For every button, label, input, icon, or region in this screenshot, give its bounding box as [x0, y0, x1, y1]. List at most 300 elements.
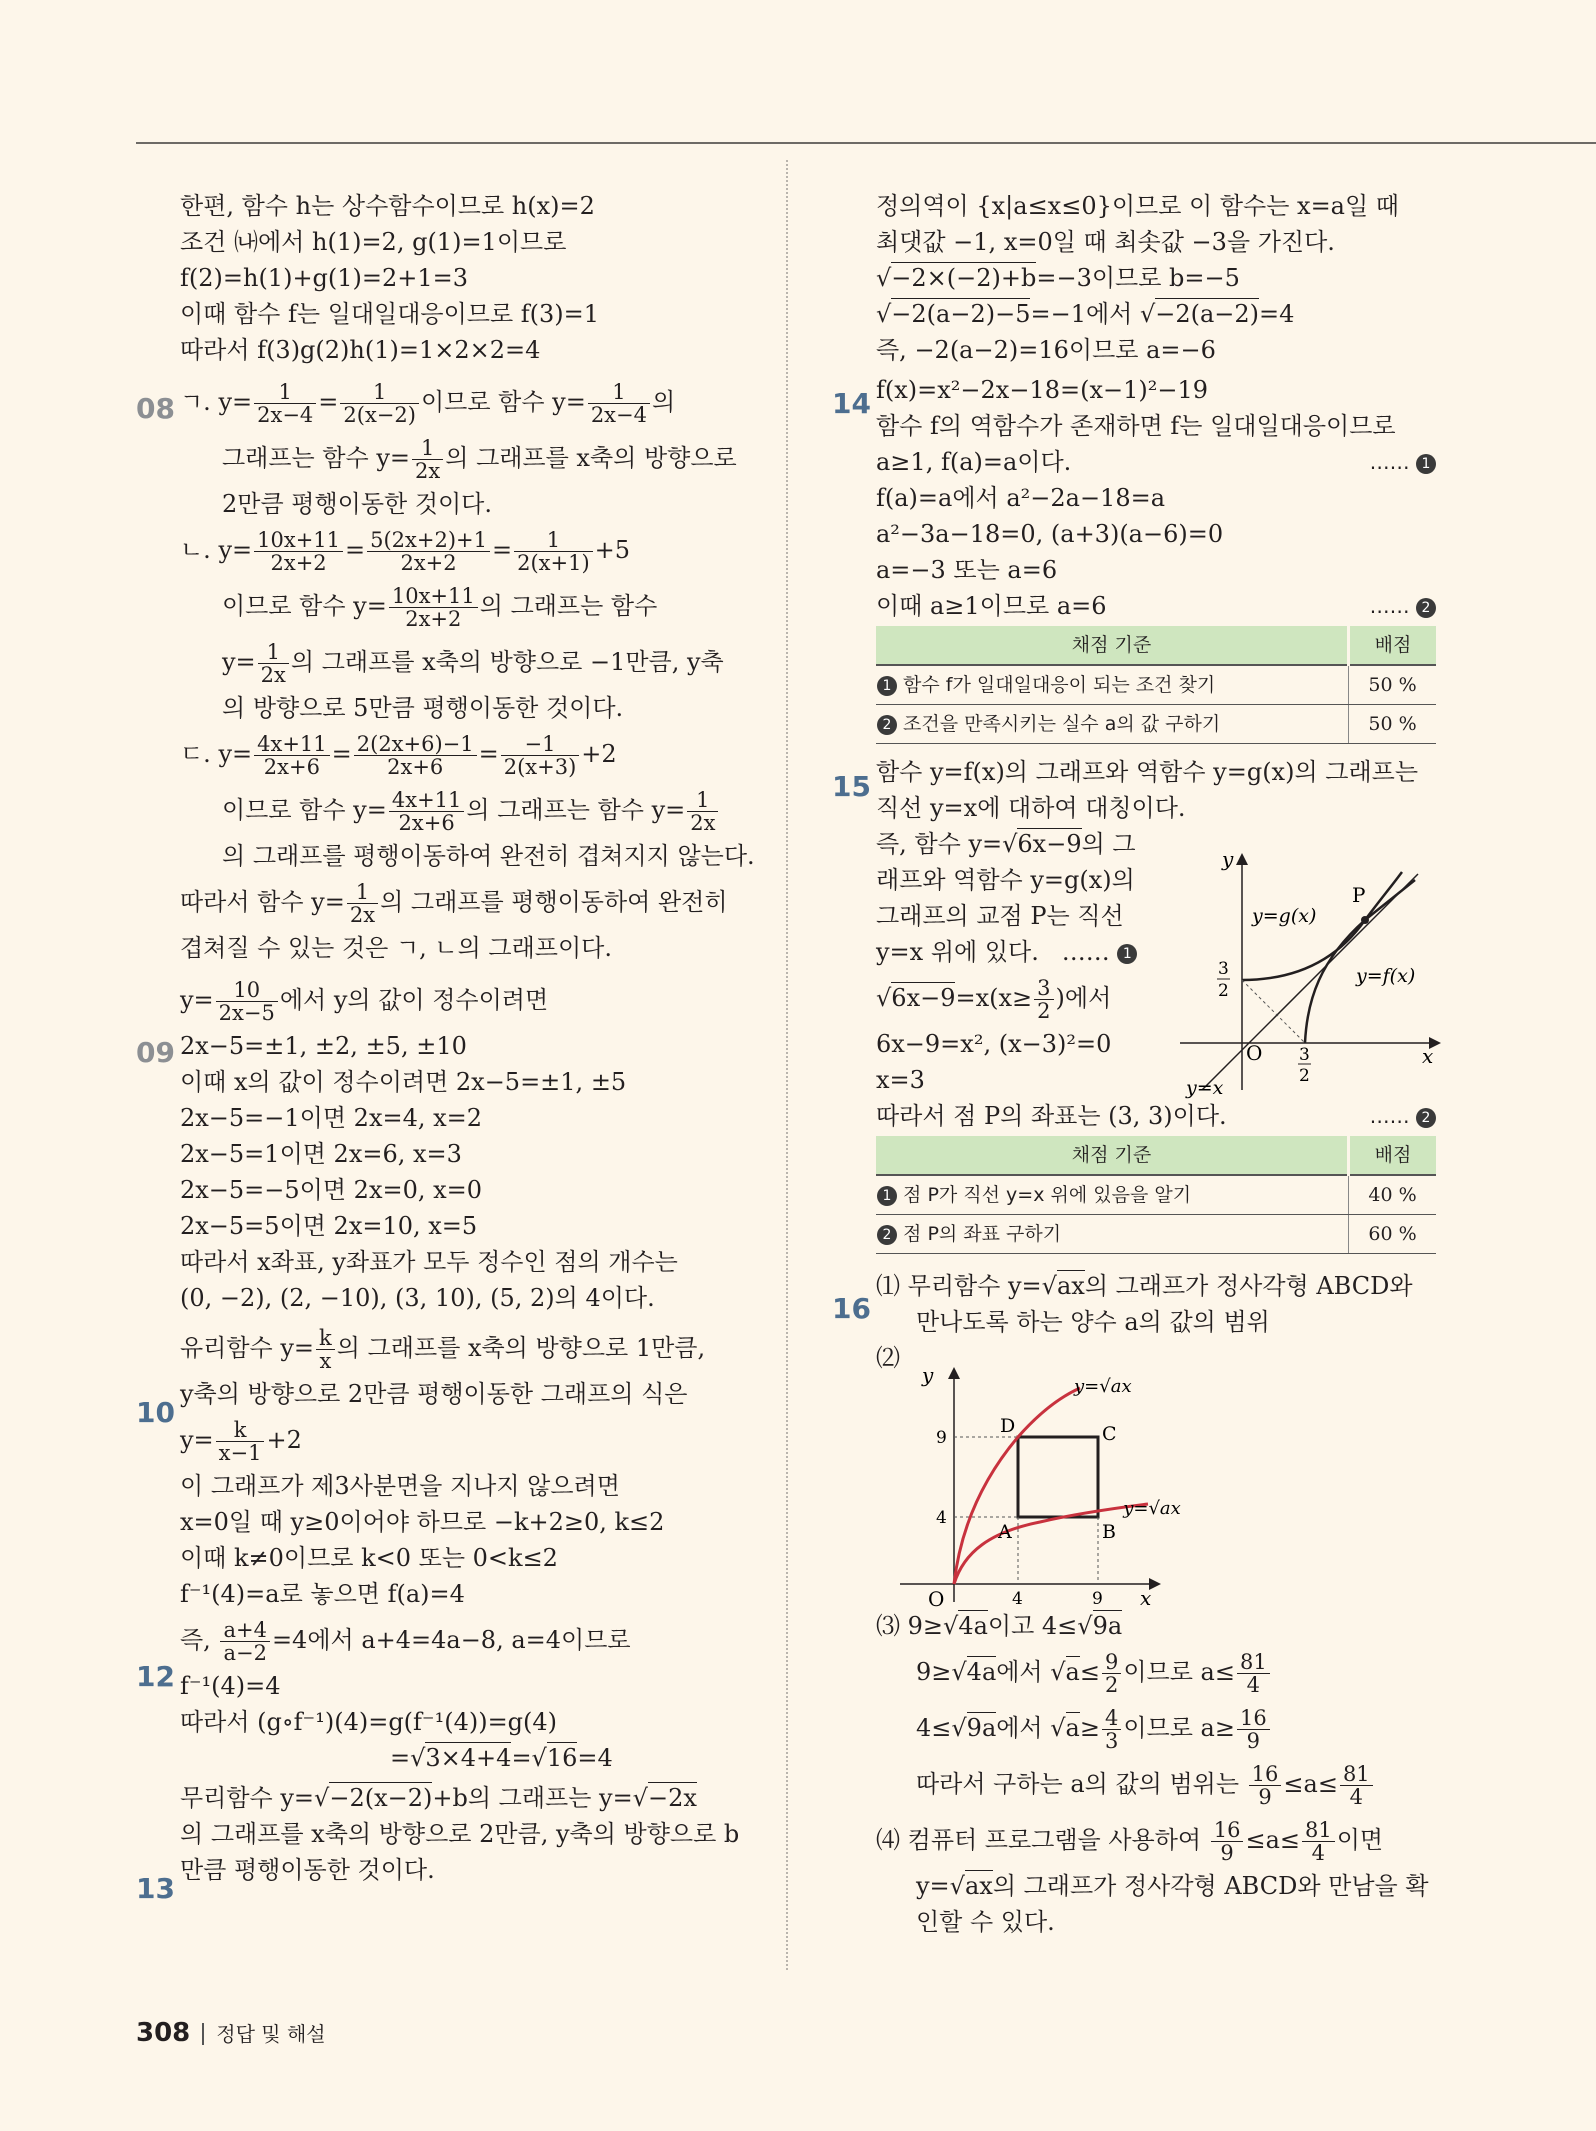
text: ≤a≤ [1245, 1826, 1300, 1854]
equals: = [345, 536, 366, 564]
denominator: 2 [1104, 1673, 1119, 1697]
origin-label: O [1246, 1041, 1263, 1065]
intro-line: 조건 ㈏에서 h(1)=2, g(1)=1이므로 [180, 228, 567, 256]
text: ㄱ. y= [180, 388, 253, 416]
text: ㄴ. y= [180, 536, 253, 564]
scoring-table-14 [876, 626, 1436, 744]
fraction [687, 789, 718, 834]
fraction [389, 585, 478, 630]
line-label: y=x [1186, 1077, 1224, 1099]
text: =4 [577, 1744, 613, 1772]
radicand: −2(a−2) [1155, 300, 1260, 328]
dots: …… [1369, 594, 1410, 618]
text: 이고 4≤√ [987, 1612, 1093, 1640]
dots: …… [1061, 938, 1110, 966]
problem-number-09: 09 [136, 1036, 175, 1069]
q14-line-4: f(a)=a에서 a²−2a−18=a [876, 484, 1166, 512]
radicand: −2x [647, 1784, 697, 1812]
radicand: 4a [966, 1658, 997, 1686]
table-row [876, 1215, 1436, 1254]
text: 즉, 함수 y=√ [876, 830, 1018, 858]
numerator: 81 [1237, 1651, 1270, 1674]
numerator: a+4 [220, 1619, 269, 1642]
q12-line-2 [180, 1612, 750, 1668]
page-footer [136, 2018, 326, 2048]
text: ⑷ 컴퓨터 프로그램을 사용하여 [876, 1826, 1209, 1854]
q16-part1-2: 만나도록 하는 양수 a의 값의 범위 [916, 1308, 1270, 1336]
fraction [1237, 1651, 1270, 1696]
circle-1-icon: 1 [1416, 454, 1436, 474]
text: √ [876, 300, 892, 328]
cell-text: 점 P의 좌표 구하기 [903, 1223, 1062, 1245]
dots: …… [1369, 450, 1410, 474]
fraction [1102, 1707, 1121, 1752]
text: 의 그래프가 정사각형 ABCD와 만남을 확 [992, 1872, 1429, 1900]
radicand: 9a [966, 1714, 997, 1742]
table-cell [876, 1175, 1349, 1215]
radicand: 6x−9 [891, 984, 956, 1012]
text: 의 그래프를 평행이동하여 완전히 [380, 888, 728, 916]
q12-line-5 [180, 1740, 750, 1776]
q15-line-2: 직선 y=x에 대하여 대칭이다. [876, 794, 1186, 822]
q09-line: 2x−5=−5이면 2x=0, x=0 [180, 1176, 483, 1204]
q14-line-3 [876, 444, 1436, 480]
denominator: 2x−4 [590, 403, 647, 427]
q09-line: 2x−5=−1이면 2x=4, x=2 [180, 1104, 483, 1132]
q13-cont-line-5: 즉, −2(a−2)=16이므로 a=−6 [876, 336, 1216, 364]
q08-line-b [180, 522, 750, 578]
q15-line-10 [876, 1098, 1436, 1134]
numerator: 16 [1249, 1763, 1282, 1786]
table-cell [876, 705, 1349, 744]
denominator: 2x [349, 903, 376, 927]
radicand: 6x−9 [1017, 830, 1082, 858]
table-row [876, 1175, 1436, 1215]
tick-denominator: 2 [1218, 981, 1229, 1001]
intro-line: 따라서 f(3)g(2)h(1)=1×2×2=4 [180, 336, 541, 364]
q08-line-d [180, 874, 750, 930]
curve-lower-label: y=√ax [1123, 1498, 1181, 1519]
q08-line-b2 [180, 578, 750, 634]
denominator: 4 [1246, 1673, 1260, 1697]
fraction [1302, 1819, 1335, 1864]
q09-line: 2x−5=1이면 2x=6, x=3 [180, 1140, 462, 1168]
tick-numerator: 3 [1299, 1045, 1310, 1065]
step-marker [1370, 1098, 1436, 1134]
q15-line-8: 6x−9=x², (x−3)²=0 [876, 1030, 1112, 1058]
tick-denominator: 2 [1299, 1066, 1310, 1086]
text: +b의 그래프는 y=√ [432, 1784, 648, 1812]
q13-line-1 [180, 1780, 750, 1816]
text: )에서 [1055, 984, 1112, 1012]
radicand: a [1065, 1714, 1080, 1742]
table-row [876, 665, 1436, 705]
q14-line-2: 함수 f의 역함수가 존재하면 f는 일대일대응이므로 [876, 412, 1396, 440]
numerator: 9 [1102, 1651, 1121, 1674]
text: y=x 위에 있다. [876, 938, 1039, 966]
q09-line-1 [180, 972, 750, 1028]
curve-f-label: y=f(x) [1356, 965, 1416, 987]
page-number: 308 [136, 2018, 191, 2048]
numerator: 3 [1034, 977, 1053, 1000]
q15-line-5: 그래프의 교점 P는 직선 [876, 902, 1124, 930]
equals: = [478, 740, 499, 768]
q13-cont-line-4 [876, 296, 1436, 332]
q08-line-a [180, 374, 750, 430]
q08-line-a2 [180, 430, 750, 486]
numerator: 10x+11 [254, 529, 343, 552]
text: ㄷ. y= [180, 740, 253, 768]
q08-line-a3: 2만큼 평행이동한 것이다. [222, 490, 492, 518]
tick-numerator: 3 [1218, 959, 1229, 979]
text: 의 그래프는 함수 [479, 592, 658, 620]
cell-text: 점 P가 직선 y=x 위에 있음을 알기 [903, 1184, 1192, 1206]
q16-graph [900, 1362, 1181, 1620]
q15-line-4: 래프와 역함수 y=g(x)의 [876, 866, 1135, 894]
numerator: 1 [340, 381, 419, 404]
intro-line: f(2)=h(1)+g(1)=2+1=3 [180, 264, 469, 292]
cell-text: 함수 f가 일대일대응이 되는 조건 찾기 [903, 674, 1216, 696]
text: 유리함수 y= [180, 1334, 315, 1362]
q13-cont-line-2: 최댓값 −1, x=0일 때 최솟값 −3을 가진다. [876, 228, 1335, 256]
text: 에서 √ [996, 1714, 1066, 1742]
text: 따라서 함수 y= [180, 888, 345, 916]
q13-cont-line-3 [876, 260, 1436, 296]
q10-line-3 [180, 1412, 750, 1468]
fraction [412, 437, 443, 482]
radicand: 3×4+4 [425, 1744, 512, 1772]
q15-line-1: 함수 y=f(x)의 그래프와 역함수 y=g(x)의 그래프는 [876, 758, 1419, 786]
numerator: −1 [501, 733, 580, 756]
q14-line-7 [876, 588, 1436, 624]
dots: …… [1369, 1104, 1410, 1128]
text: =√ [390, 1744, 426, 1772]
numerator: 1 [588, 381, 650, 404]
q14-line-5: a²−3a−18=0, (a+3)(a−6)=0 [876, 520, 1224, 548]
fraction [254, 529, 343, 574]
text: 따라서 구하는 a의 값의 범위는 [916, 1770, 1247, 1798]
text: 의 [651, 388, 676, 416]
fraction [1340, 1763, 1373, 1808]
q13-line-3: 만큼 평행이동한 것이다. [180, 1856, 435, 1884]
problem-number-10: 10 [136, 1396, 175, 1429]
q16-part3-line4 [876, 1756, 1436, 1812]
denominator: 2x−4 [257, 403, 314, 427]
q16-part4-line3: 인할 수 있다. [916, 1908, 1055, 1936]
origin-label: O [928, 1587, 945, 1611]
denominator: 4 [1311, 1841, 1326, 1865]
fraction [347, 881, 378, 926]
tick-label: 9 [936, 1428, 947, 1448]
numerator: 4 [1102, 1707, 1121, 1730]
fraction [588, 381, 650, 426]
tick-label: 4 [936, 1508, 947, 1528]
table-header: 채점 기준 [876, 1136, 1349, 1175]
y-label: y [922, 1363, 934, 1387]
fraction [1211, 1819, 1244, 1864]
equals: = [331, 740, 352, 768]
circle-1-icon: 1 [877, 676, 897, 696]
text: 의 그래프는 함수 y= [466, 796, 686, 824]
step-marker [1370, 444, 1436, 480]
text: 따라서 점 P의 좌표는 (3, 3)이다. [876, 1102, 1227, 1130]
q12-line-1: f⁻¹(4)=a로 놓으면 f(a)=4 [180, 1580, 465, 1608]
y-label: y [1222, 847, 1234, 871]
text: +2 [266, 1426, 302, 1454]
q14-line-1: f(x)=x²−2x−18=(x−1)²−19 [876, 376, 1208, 404]
intro-line: 이때 함수 f는 일대일대응이므로 f(3)=1 [180, 300, 600, 328]
q09-line: 이때 x의 값이 정수이려면 2x−5=±1, ±5 [180, 1068, 627, 1096]
numerator: k [316, 1327, 335, 1350]
text: 의 그래프를 x축의 방향으로 [445, 444, 737, 472]
cell-text: 조건을 만족시키는 실수 a의 값 구하기 [903, 713, 1221, 735]
text: =4에서 a+4=4a−8, a=4이므로 [271, 1626, 631, 1654]
circle-1-icon: 1 [877, 1186, 897, 1206]
text: y= [222, 648, 256, 676]
fraction [340, 381, 419, 426]
radicand: −2(x−2) [329, 1784, 433, 1812]
numerator: 16 [1211, 1819, 1244, 1842]
text: +2 [581, 740, 617, 768]
radicand: 16 [546, 1744, 578, 1772]
denominator: 2x−5 [218, 1001, 275, 1025]
q10-line: x=0일 때 y≥0이어야 하므로 −k+2≥0, k≤2 [180, 1508, 665, 1536]
q08-line-c [180, 726, 750, 782]
numerator: 1 [347, 881, 378, 904]
denominator: 2x [690, 811, 716, 835]
text: 이므로 함수 y= [420, 388, 586, 416]
numerator: 4x+11 [389, 789, 465, 812]
denominator: 4 [1349, 1785, 1363, 1809]
numerator: 1 [514, 529, 593, 552]
tick-label: 9 [1092, 1589, 1103, 1609]
text: =x [955, 984, 990, 1012]
q08-line-d2: 겹쳐질 수 있는 것은 ㄱ, ㄴ의 그래프이다. [180, 934, 612, 962]
q09-line: (0, −2), (2, −10), (3, 10), (5, 2)의 4이다. [180, 1284, 655, 1312]
radicand: 9a [1092, 1612, 1123, 1640]
text: 의 그래프를 x축의 방향으로 1만큼, [336, 1334, 706, 1362]
text: 의 그래프를 x축의 방향으로 −1만큼, y축 [290, 648, 724, 676]
equals: = [492, 536, 513, 564]
fraction [1237, 1707, 1270, 1752]
text: 즉, [180, 1626, 219, 1654]
denominator: 9 [1246, 1729, 1260, 1753]
fraction [1034, 977, 1053, 1022]
numerator: 16 [1237, 1707, 1270, 1730]
numerator: k [216, 1419, 265, 1442]
q09-line: 따라서 x좌표, y좌표가 모두 정수인 점의 개수는 [180, 1248, 678, 1276]
fraction [367, 529, 490, 574]
denominator: 2x [260, 663, 286, 687]
point-p [1361, 916, 1369, 924]
denominator: x [319, 1349, 332, 1373]
text: ≤ [1079, 1658, 1100, 1686]
tick-label: 4 [1012, 1589, 1023, 1609]
denominator: 2x [415, 459, 441, 483]
text: 에서 y의 값이 정수이려면 [279, 986, 549, 1014]
denominator: 9 [1258, 1785, 1272, 1809]
q10-line: 이때 k≠0이므로 k<0 또는 0<k≤2 [180, 1544, 558, 1572]
table-cell: 40 % [1349, 1175, 1437, 1215]
denominator: 2(x+1) [517, 551, 590, 575]
text: 이므로 함수 y= [222, 592, 387, 620]
footer-label: 정답 및 해설 [216, 2022, 326, 2046]
numerator: 1 [254, 381, 316, 404]
footer-separator [202, 2023, 204, 2045]
text: 이므로 a≥ [1123, 1714, 1235, 1742]
fraction [316, 1327, 335, 1372]
fraction [216, 979, 278, 1024]
column-divider [786, 160, 788, 1970]
guide-line [1242, 980, 1305, 1043]
q12-line-4: 따라서 (g∘f⁻¹)(4)=g(f⁻¹(4))=g(4) [180, 1708, 558, 1736]
point-p-label: P [1352, 883, 1366, 907]
denominator: 2x+2 [400, 551, 457, 575]
radicand: −2×(−2)+b [891, 264, 1037, 292]
q08-line-b4: 의 방향으로 5만큼 평행이동한 것이다. [222, 694, 624, 722]
numerator: 1 [687, 789, 718, 812]
table-header: 배점 [1349, 1136, 1437, 1175]
text: 4≤√ [916, 1714, 967, 1742]
denominator: a−2 [223, 1641, 267, 1665]
text: 무리함수 y=√ [180, 1784, 330, 1812]
text: ≤a≤ [1283, 1770, 1338, 1798]
vertex-d-label: D [1000, 1415, 1016, 1437]
text: 의 그 [1081, 830, 1136, 858]
q13-cont-line-1: 정의역이 {x|a≤x≤0}이므로 이 함수는 x=a일 때 [876, 192, 1399, 220]
text: 그래프는 함수 y= [222, 444, 411, 472]
denominator: 2(x−2) [343, 403, 416, 427]
numerator: 5(2x+2)+1 [367, 529, 490, 552]
numerator: 1 [258, 641, 289, 664]
q08-line-c2 [180, 782, 750, 838]
text: +5 [594, 536, 631, 564]
left-column [180, 188, 755, 1888]
numerator: 10 [216, 979, 278, 1002]
q16-part4-line2 [876, 1868, 1436, 1904]
numerator: 1 [412, 437, 443, 460]
fraction [501, 733, 580, 778]
q15-graph [1180, 847, 1450, 1100]
vertex-c-label: C [1102, 1423, 1117, 1445]
equals: = [318, 388, 339, 416]
q10-line-1 [180, 1320, 750, 1376]
problem-number-16: 16 [832, 1292, 871, 1325]
vertex-b-label: B [1102, 1521, 1116, 1543]
text: 의 그래프가 정사각형 ABCD와 [1084, 1272, 1413, 1300]
numerator: 2(2x+6)−1 [354, 733, 477, 756]
fraction [389, 789, 465, 834]
problem-number-15: 15 [832, 770, 871, 803]
q14-line-6: a=−3 또는 a=6 [876, 556, 1058, 584]
curve-upper-label: y=√ax [1074, 1376, 1132, 1397]
text: =√ [511, 1744, 547, 1772]
numerator: 81 [1340, 1763, 1373, 1786]
radicand: ax [1056, 1272, 1085, 1300]
square-abcd [1018, 1437, 1098, 1517]
scoring-table-15 [876, 1136, 1436, 1254]
header-rule [136, 142, 1596, 144]
table-header: 배점 [1349, 626, 1437, 665]
q08-line-b3 [180, 634, 750, 690]
text: y= [180, 986, 214, 1014]
q16-part3-line2 [876, 1644, 1436, 1700]
q09-line: 2x−5=±1, ±2, ±5, ±10 [180, 1032, 467, 1060]
denominator: 2x+6 [398, 811, 455, 835]
q12-line-3: f⁻¹(4)=4 [180, 1672, 281, 1700]
radicand: −2(a−2)−5 [891, 300, 1031, 328]
text: ⑵ [876, 1344, 900, 1372]
circle-2-icon: 2 [1416, 598, 1436, 618]
denominator: 2x+2 [270, 551, 327, 575]
vertex-a-label: A [998, 1521, 1012, 1543]
fraction [514, 529, 593, 574]
text: ⑶ 9≥√ [876, 1612, 959, 1640]
denominator: 9 [1220, 1841, 1234, 1865]
q16-part1 [876, 1268, 1436, 1304]
q16-part4 [876, 1812, 1436, 1868]
q15-line-9: x=3 [876, 1066, 925, 1094]
text: 이므로 a≤ [1123, 1658, 1235, 1686]
text: =−1에서 √ [1030, 300, 1156, 328]
fraction [1249, 1763, 1282, 1808]
circle-2-icon: 2 [877, 715, 897, 735]
denominator: 2x+2 [405, 607, 462, 631]
q13-line-2: 의 그래프를 x축의 방향으로 2만큼, y축의 방향으로 b [180, 1820, 740, 1848]
numerator: 4x+11 [254, 733, 330, 756]
text: ≥ [1079, 1714, 1100, 1742]
circle-2-icon: 2 [877, 1225, 897, 1245]
text: ⑴ 무리함수 y=√ [876, 1272, 1057, 1300]
radicand: a [1065, 1658, 1080, 1686]
fraction [1102, 1651, 1121, 1696]
text: 에서 √ [996, 1658, 1066, 1686]
x-label: x [1140, 1586, 1152, 1610]
fraction [254, 381, 316, 426]
x-label: x [1422, 1044, 1434, 1068]
denominator: 3 [1104, 1729, 1119, 1753]
circle-1-icon: 1 [1117, 944, 1137, 964]
problem-number-08: 08 [136, 392, 175, 425]
table-header: 채점 기준 [876, 626, 1349, 665]
fraction [220, 1619, 269, 1664]
fraction [216, 1419, 265, 1464]
text: √ [876, 264, 892, 292]
curve-g-label: y=g(x) [1252, 905, 1317, 927]
problem-number-14: 14 [832, 387, 871, 420]
text: (x≥ [989, 984, 1033, 1012]
q09-line: 2x−5=5이면 2x=10, x=5 [180, 1212, 478, 1240]
q10-line-2: y축의 방향으로 2만큼 평행이동한 그래프의 식은 [180, 1380, 688, 1408]
q08-line-c3: 의 그래프를 평행이동하여 완전히 겹쳐지지 않는다. [222, 842, 755, 870]
radicand: ax [964, 1872, 993, 1900]
problem-number-13: 13 [136, 1872, 175, 1905]
q16-part3-line3 [876, 1700, 1436, 1756]
table-cell: 50 % [1349, 665, 1437, 705]
fraction [258, 641, 289, 686]
text: =4 [1259, 300, 1295, 328]
text: y=√ [916, 1872, 965, 1900]
table-cell: 50 % [1349, 705, 1437, 744]
table-row [876, 705, 1436, 744]
denominator: 2 [1037, 999, 1051, 1023]
denominator: 2x+6 [387, 755, 444, 779]
denominator: 2(x+3) [503, 755, 577, 779]
intro-line: 한편, 함수 h는 상수함수이므로 h(x)=2 [180, 192, 595, 220]
problem-number-12: 12 [136, 1660, 175, 1693]
fraction [254, 733, 330, 778]
numerator: 10x+11 [389, 585, 478, 608]
